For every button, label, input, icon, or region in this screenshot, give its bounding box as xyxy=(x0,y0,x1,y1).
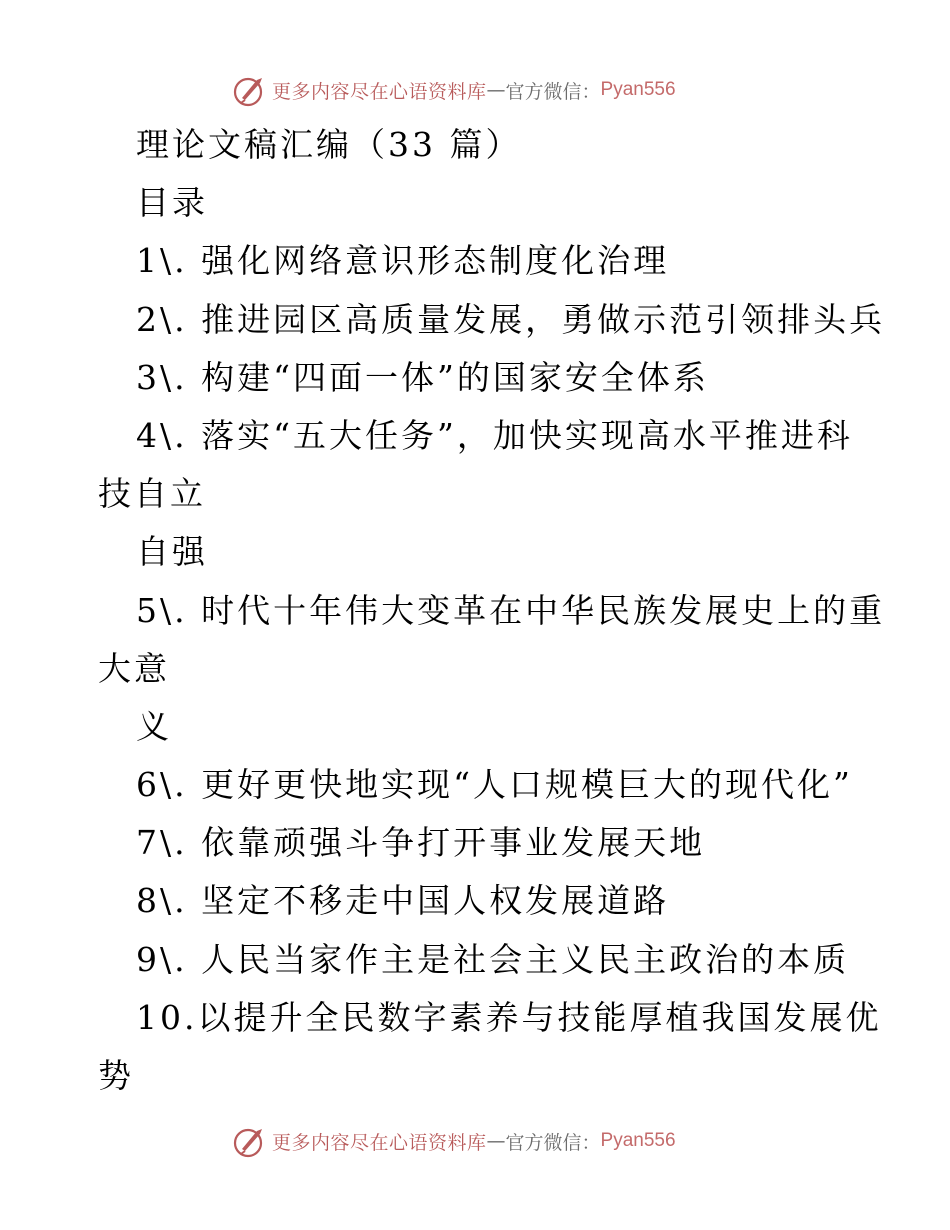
quill-pen-logo-icon xyxy=(232,1123,268,1159)
watermark-wechat-id: Pyan556 xyxy=(600,1130,676,1151)
watermark-wechat-id: Pyan556 xyxy=(600,79,676,100)
toc-line: 6\. 更好更快地实现“人口规模巨大的现代化” xyxy=(136,765,853,805)
document-body xyxy=(98,116,886,1105)
toc-line-continuation: 义 xyxy=(136,706,172,746)
toc-line: 8\. 坚定不移走中国人权发展道路 xyxy=(136,881,670,921)
toc-line: 10.以提升全民数字素养与技能厚植我国发展优 xyxy=(136,997,882,1037)
footer-watermark xyxy=(232,1121,676,1161)
toc-line: 4\. 落实“五大任务”，加快实现高水平推进科 xyxy=(136,415,853,455)
header-watermark xyxy=(232,70,676,110)
toc-line-continuation: 势 xyxy=(98,1056,134,1095)
document-title: 理论文稿汇编（33 篇） xyxy=(136,125,522,164)
toc-line-continuation: 大意 xyxy=(98,648,170,688)
watermark-separator: — xyxy=(486,79,506,101)
toc-line: 2\. 推进园区高质量发展，勇做示范引领排头兵 xyxy=(136,299,886,339)
toc-line: 7\. 依靠顽强斗争打开事业发展天地 xyxy=(136,823,706,863)
toc-line-continuation: 技自立 xyxy=(98,474,206,514)
toc-line: 9\. 人民当家作主是社会主义民主政治的本质 xyxy=(136,939,850,979)
watermark-separator: — xyxy=(486,1130,506,1152)
toc-line: 5\. 时代十年伟大变革在中华民族发展史上的重 xyxy=(136,590,886,630)
quill-pen-logo-icon xyxy=(232,72,268,108)
watermark-text: 更多内容尽在心语资料库 xyxy=(272,80,487,103)
watermark-wechat-label: 官方微信： xyxy=(505,1131,601,1154)
watermark-text: 更多内容尽在心语资料库 xyxy=(272,1131,487,1154)
toc-line-continuation: 自强 xyxy=(136,532,208,572)
watermark-wechat-label: 官方微信： xyxy=(505,80,601,103)
toc-line: 1\. 强化网络意识形态制度化治理 xyxy=(136,241,670,281)
toc-heading: 目录 xyxy=(136,183,208,223)
toc-line: 3\. 构建“四面一体”的国家安全体系 xyxy=(136,357,709,397)
